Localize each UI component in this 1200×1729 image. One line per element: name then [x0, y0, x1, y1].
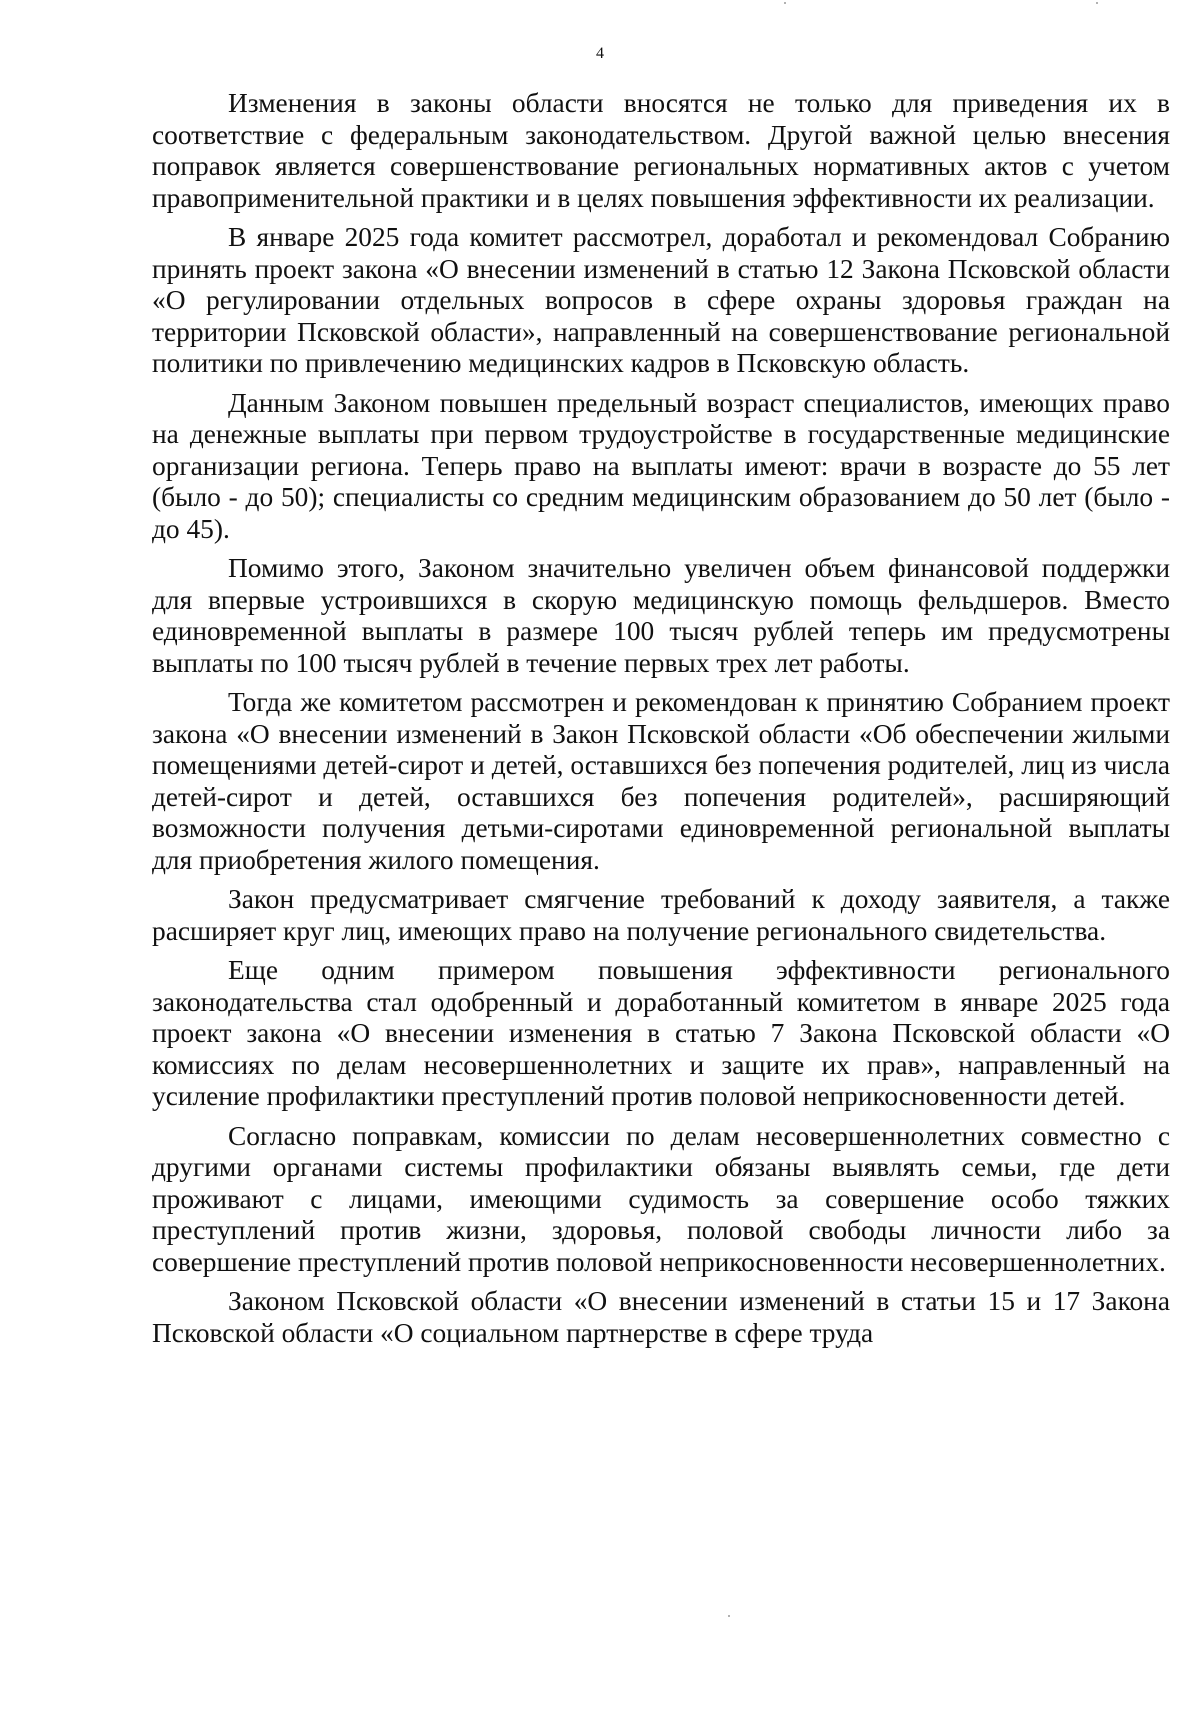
paragraph: Законом Псковской области «О внесении изменений в статьи 15 и 17 Закона Псковской области «О социальном партнерстве в сфере труда	[152, 1286, 1170, 1348]
paragraph: Изменения в законы области вносятся не только для приведения их в соответствие с федеральным законодательством. Другой важной целью внесения поправок является совершенствование региональных нормативных актов с учетом правоприменительной практики и в целях повышения эффективности их реализации.	[152, 88, 1170, 213]
paragraph: Еще одним примером повышения эффективности регионального законодательства стал одобренный и доработанный комитетом в январе 2025 года проект закона «О внесении изменения в статью 7 Закона Псковской области «О комиссиях по делам несовершеннолетних и защите их прав», направленный на усиление профилактики преступлений против половой неприкосновенности детей.	[152, 955, 1170, 1111]
paragraph: В январе 2025 года комитет рассмотрел, доработал и рекомендовал Собранию принять проект закона «О внесении изменений в статью 12 Закона Псковской области «О регулировании отдельных вопросов в сфере охраны здоровья граждан на территории Псковской области», направленный на совершенствование региональной политики по привлечению медицинских кадров в Псковскую область.	[152, 222, 1170, 378]
document-body	[152, 88, 1170, 1349]
paragraph: Помимо этого, Законом значительно увеличен объем финансовой поддержки для впервые устроившихся в скорую медицинскую помощь фельдшеров. Вместо единовременной выплаты в размере 100 тысяч рублей теперь им предусмотрены выплаты по 100 тысяч рублей в течение первых трех лет работы.	[152, 553, 1170, 678]
scan-speck	[784, 2, 786, 4]
paragraph: Тогда же комитетом рассмотрен и рекомендован к принятию Собранием проект закона «О внесении изменений в Закон Псковской области «Об обеспечении жилыми помещениями детей-сирот и детей, оставшихся без попечения родителей, лиц из числа детей-сирот и детей, оставшихся без попечения родителей», расширяющий возможности получения детьми-сиротами единовременной региональной выплаты для приобретения жилого помещения.	[152, 687, 1170, 875]
paragraph: Закон предусматривает смягчение требований к доходу заявителя, а также расширяет круг лиц, имеющих право на получение регионального свидетельства.	[152, 884, 1170, 946]
page-number: 4	[596, 45, 604, 62]
scan-speck	[728, 1615, 730, 1617]
scan-speck	[1096, 2, 1098, 4]
paragraph: Данным Законом повышен предельный возраст специалистов, имеющих право на денежные выплаты при первом трудоустройстве в государственные медицинские организации региона. Теперь право на выплаты имеют: врачи в возрасте до 55 лет (было - до 50); специалисты со средним медицинским образованием до 50 лет (было - до 45).	[152, 387, 1170, 544]
paragraph: Согласно поправкам, комиссии по делам несовершеннолетних совместно с другими органами системы профилактики обязаны выявлять семьи, где дети проживают с лицами, имеющими судимость за совершение особо тяжких преступлений против жизни, здоровья, половой свободы личности либо за совершение преступлений против половой неприкосновенности несовершеннолетних.	[152, 1120, 1170, 1277]
